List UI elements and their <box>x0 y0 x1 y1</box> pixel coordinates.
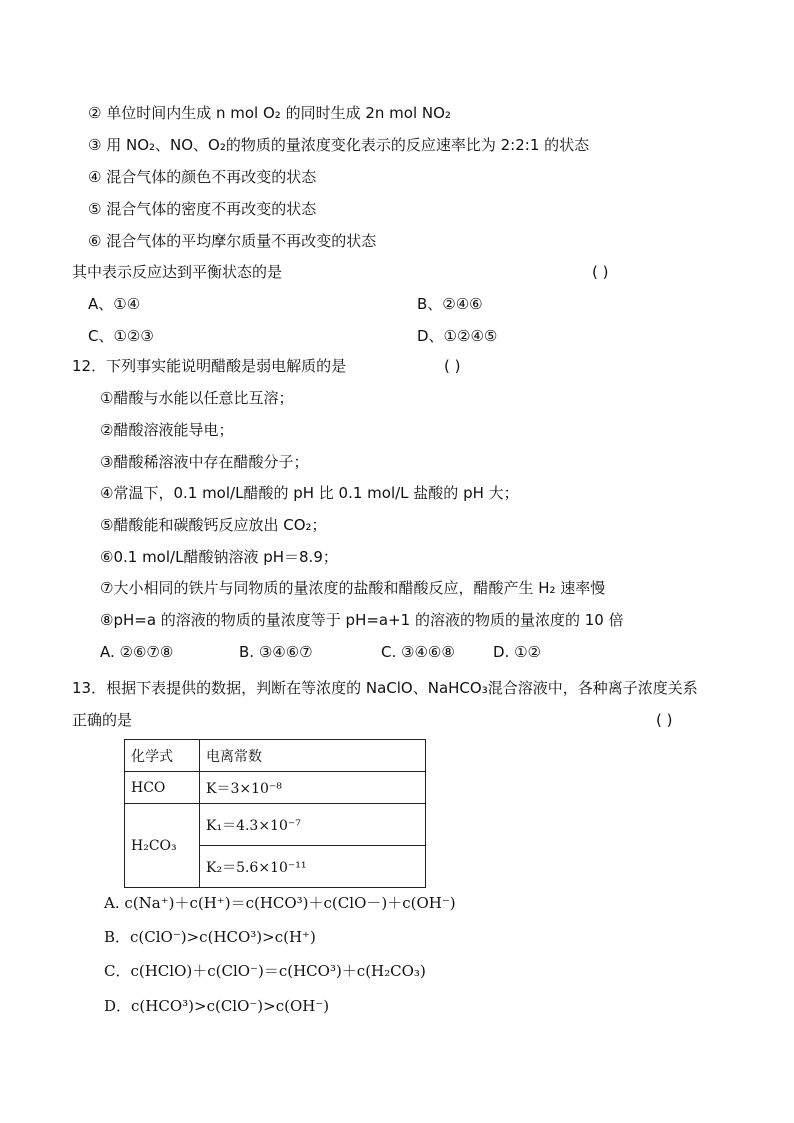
table-cell-formula-hco: HCO <box>125 772 200 804</box>
q12-fact-4: ④常温下，0.1 mol/L醋酸的 pH 比 0.1 mol/L 盐酸的 pH 大； <box>100 484 519 502</box>
q11-condition-4: ④ 混合气体的颜色不再改变的状态 <box>88 168 317 186</box>
q12-fact-6: ⑥0.1 mol/L醋酸钠溶液 pH＝8.9； <box>100 548 338 566</box>
q11-answer-paren: ( ) <box>592 263 609 281</box>
q13-choice-d: D．c(HCO³)>c(ClO⁻)>c(OH⁻) <box>104 997 330 1015</box>
table-cell-constant-k2: K₂＝5.6×10⁻¹¹ <box>200 846 426 888</box>
q12-stem: 12．下列事实能说明醋酸是弱电解质的是 <box>72 357 347 375</box>
q12-choice-c: C. ③④⑥⑧ <box>381 643 455 661</box>
q11-condition-2: ② 单位时间内生成 n mol O₂ 的同时生成 2n mol NO₂ <box>88 104 451 122</box>
q11-choice-d: D、①②④⑤ <box>417 327 498 345</box>
table-header-formula: 化学式 <box>125 740 200 772</box>
q13-stem-line2: 正确的是 <box>72 711 133 729</box>
q12-choice-b: B. ③④⑥⑦ <box>239 643 313 661</box>
q11-condition-6: ⑥ 混合气体的平均摩尔质量不再改变的状态 <box>88 232 377 250</box>
q13-answer-paren: ( ) <box>656 711 673 729</box>
q11-choice-a: A、①④ <box>88 295 141 313</box>
q12-choice-a: A. ②⑥⑦⑧ <box>100 643 174 661</box>
q13-stem-line1: 13．根据下表提供的数据，判断在等浓度的 NaClO、NaHCO₃混合溶液中，各种离子浓度关系 <box>72 679 698 697</box>
q11-condition-3: ③ 用 NO₂、NO、O₂的物质的量浓度变化表示的反应速率比为 2:2:1 的状态 <box>88 136 590 154</box>
q12-fact-1: ①醋酸与水能以任意比互溶； <box>100 389 294 407</box>
q12-fact-5: ⑤醋酸能和碳酸钙反应放出 CO₂； <box>100 516 327 534</box>
q13-choice-a: A. c(Na⁺)＋c(H⁺)＝c(HCO³)＋c(ClO－)＋c(OH⁻) <box>104 894 456 912</box>
q12-fact-7: ⑦大小相同的铁片与同物质的量浓度的盐酸和醋酸反应，醋酸产生 H₂ 速率慢 <box>100 579 606 597</box>
table-header-constant: 电离常数 <box>200 740 426 772</box>
q12-fact-3: ③醋酸稀溶液中存在醋酸分子； <box>100 453 309 471</box>
q11-choice-c: C、①②③ <box>88 327 154 345</box>
ionization-constant-table <box>124 739 426 888</box>
q11-question: 其中表示反应达到平衡状态的是 <box>72 263 283 281</box>
q12-fact-8: ⑧pH=a 的溶液的物质的量浓度等于 pH=a+1 的溶液的物质的量浓度的 10 倍 <box>100 611 624 629</box>
q12-answer-paren: ( ) <box>444 357 461 375</box>
q11-choice-b: B、②④⑥ <box>417 295 483 313</box>
table-cell-constant-k1: K₁＝4.3×10⁻⁷ <box>200 804 426 846</box>
q11-condition-5: ⑤ 混合气体的密度不再改变的状态 <box>88 200 317 218</box>
table-cell-formula-h2co3: H₂CO₃ <box>125 804 200 888</box>
q13-choice-b: B．c(ClO⁻)>c(HCO³)>c(H⁺) <box>104 928 316 946</box>
table-cell-constant-k: K＝3×10⁻⁸ <box>200 772 426 804</box>
q12-choice-d: D. ①② <box>493 643 541 661</box>
q13-choice-c: C．c(HClO)＋c(ClO⁻)＝c(HCO³)＋c(H₂CO₃) <box>104 962 426 980</box>
q12-fact-2: ②醋酸溶液能导电； <box>100 421 234 439</box>
